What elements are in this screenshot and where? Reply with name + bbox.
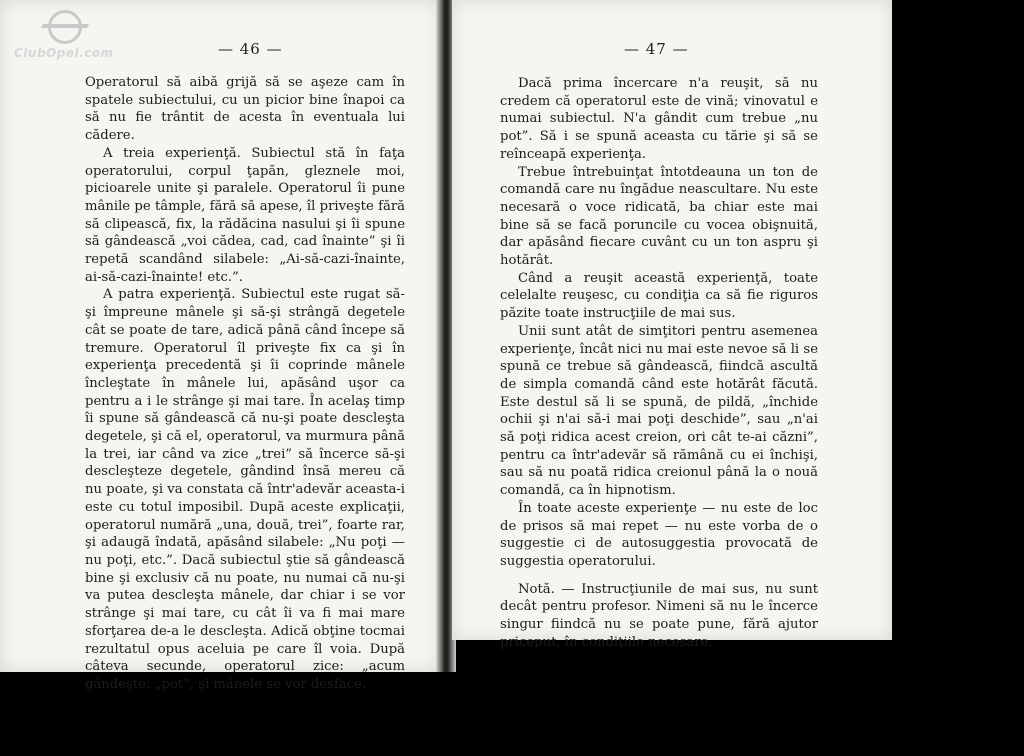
paragraph: Trebue întrebuinţat întotdeauna un ton de comandă care nu îngădue neascultare. Nu este necesară o voce ridicată, ba chiar este mai bine să se facă poruncile cu vocea obişnuită, dar apăsând fiecare cuvânt cu un ton aspru şi hotărât. bbox=[500, 164, 818, 269]
watermark-text: ClubOpel.com bbox=[14, 46, 114, 60]
right-page-text bbox=[500, 75, 818, 652]
paragraph: În toate aceste experienţe — nu este de loc de prisos să mai repet — nu este vorba de o suggestie ci de autosuggestia provocată de suggestia operatorului. bbox=[500, 500, 818, 569]
paragraph: Dacă prima încercare n'a reuşit, să nu credem că operatorul este de vină; vinovatul e numai subiectul. N'a gândit cum trebue „nu pot”. Să i se spună aceasta cu tărie şi să se reînceapă experienţa. bbox=[500, 76, 818, 162]
watermark bbox=[12, 8, 122, 66]
page-number-right: — 47 — bbox=[624, 40, 689, 58]
note-paragraph: Notă. — Instrucţiunile de mai sus, nu sunt decât pentru profesor. Nimeni să nu le încerce singur fiindcă nu se poate pune, fără ajutor priceput, în condiţiile necesare. bbox=[500, 581, 818, 650]
paragraph: Când a reuşit această experienţă, toate celelalte reuşesc, cu condiţia ca să fie riguros păzite toate instrucţiile de mai sus. bbox=[500, 270, 818, 322]
paragraph: Unii sunt atât de simţitori pentru asemenea experienţe, încât nici nu mai este nevoe să li se spună ce trebue să gândească, fiindcă ascultă de simpla comandă când este hotărât făcută. Este destul să li se spună, de pildă, „închide ochii şi n'ai să-i mai poţi deschide”, sau „n'ai să poţi ridica acest creion, ori cât te-ai căzni”, pentru ca într'adevăr să rămână cu ei închişi, sau să nu poată ridica creionul până la o nouă comandă, ca în hipnotism. bbox=[500, 323, 818, 499]
paragraph: Operatorul să aibă grijă să se aşeze cam în spatele subiectului, cu un picior bine înapoi ca să nu fie trântit de acesta în eventuala lui cădere. bbox=[85, 75, 405, 144]
paragraph: A treia experienţă. Subiectul stă în faţa operatorului, corpul ţapăn, gleznele moi, picioarele unite şi paralele. Operatorul îi pune mânile pe tâmple, fără să apese, îl priveşte fără să clipească, fix, la rădăcina nasului şi îi spune să gândească „voi cădea, cad, cad înainte” şi îi repetă scandând silabele: „Ai-să-cazi-înainte, ai-să-cazi-înainte! etc.”. bbox=[85, 145, 405, 285]
left-page-text bbox=[85, 74, 405, 694]
paragraph: A patra experienţă. Subiectul este rugat să-şi împreune mânele şi să-şi strângă degetele cât se poate de tare, adică până când începe să tremure. Operatorul îl priveşte fix ca şi în experienţa precedentă şi îi coprinde mânele încleştate în mânele lui, apăsând uşor ca pentru a i le strânge şi mai tare. În acelaş timp îi spune să gândească că nu-şi poate descleşta degetele, şi că el, operatorul, va murmura până la trei, iar când va zice „trei” să încerce să-şi descleşteze degetele, gândind însă mereu că nu poate, şi va constata că într'adevăr aceasta-i este cu totul imposibil. După aceste explicaţii, operatorul numără „una, două, trei”, foarte rar, şi adaugă îndată, apăsând silabele: „Nu poţi — nu poţi, etc.”. Dacă subiectul ştie să gândească bine şi exclusiv că nu poate, nu numai că nu-şi va putea descleşta mânele, dar chiar i se vor strânge şi mai tare, cu cât îi va fi mai mare sforţarea de-a le descleşta. Adică obţine tocmai rezultatul opus aceluia pe care îl voia. După câteva secunde, operatorul zice: „acum gândeşte: „pot”, şi mânele se vor desface. bbox=[85, 287, 405, 692]
page-number-left: — 46 — bbox=[218, 40, 283, 58]
